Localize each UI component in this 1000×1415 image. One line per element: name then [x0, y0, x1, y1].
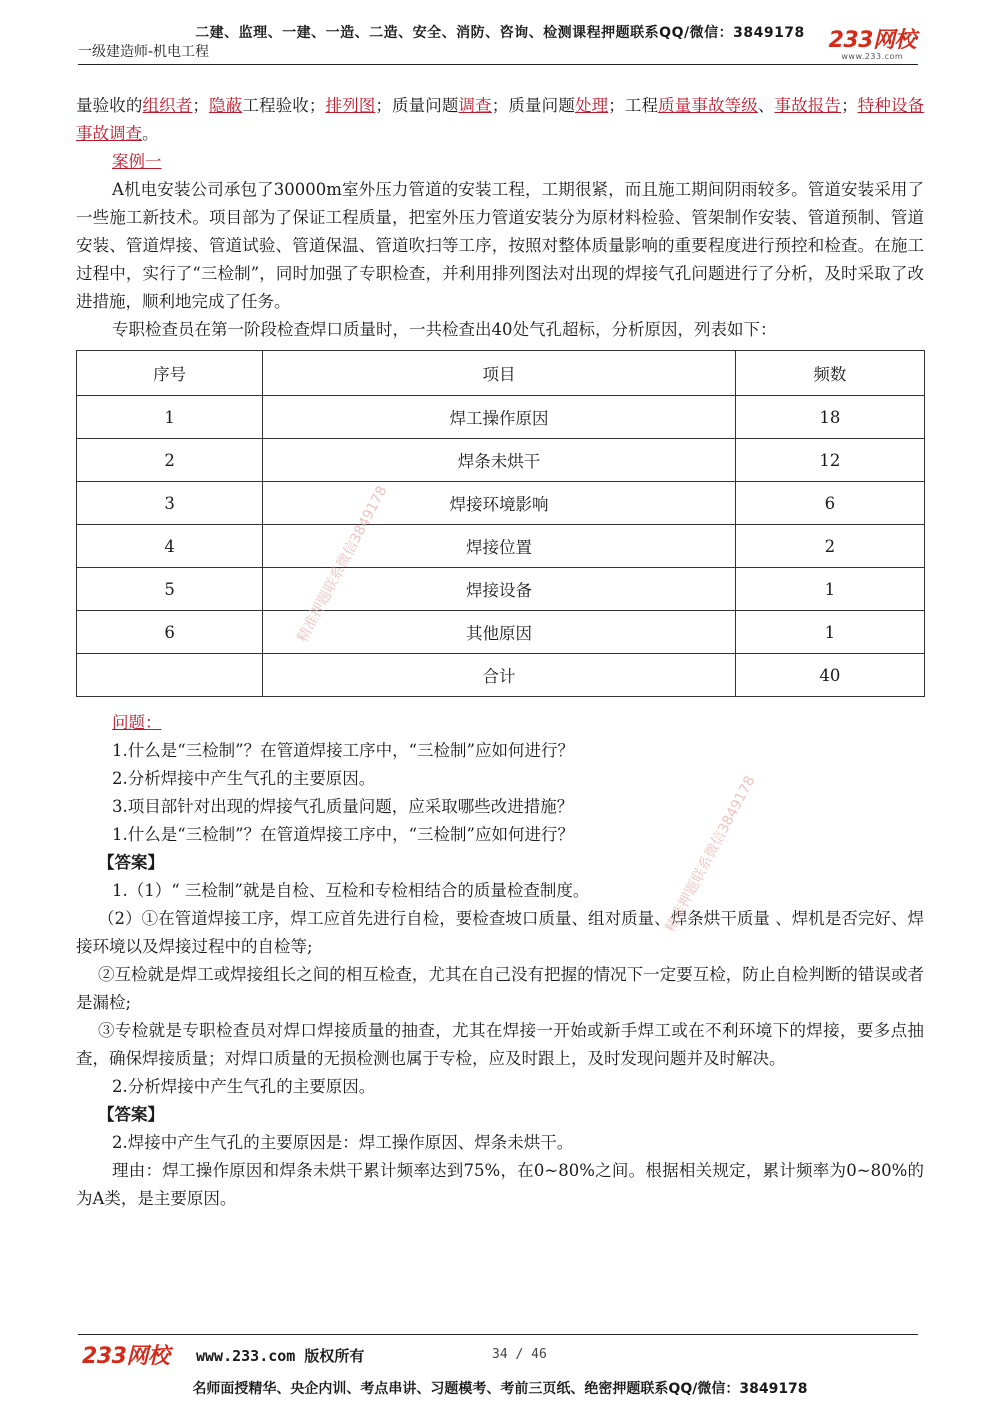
- table-cell: 40: [735, 654, 924, 697]
- case-lead: 专职检查员在第一阶段检查焊口质量时，一共检查出40处气孔超标，分析原因，列表如下：: [112, 320, 777, 339]
- intro-text: 。: [142, 124, 159, 143]
- table-cell: 焊条未烘干: [263, 439, 736, 482]
- table-row: [77, 396, 925, 439]
- keyword-link: 处理: [574, 96, 609, 115]
- footer-logo: 233网校: [82, 1344, 170, 1369]
- header-divider: [78, 64, 918, 65]
- table-cell: 1: [735, 611, 924, 654]
- table-row: [77, 525, 925, 568]
- answer-2-part-1: 2.焊接中产生气孔的主要原因是：焊工操作原因、焊条未烘干。: [112, 1133, 574, 1152]
- intro-text: 工程验收；: [242, 96, 326, 115]
- logo-url: www.233.com: [841, 52, 904, 61]
- case-title: [112, 148, 924, 176]
- keyword-link: 排列图: [325, 96, 376, 115]
- keyword-link: 事故报告: [774, 96, 842, 115]
- table-header-cell: 序号: [77, 351, 263, 396]
- table-cell: 1: [735, 568, 924, 611]
- keyword-link: 组织者: [142, 96, 193, 115]
- intro-text: 、: [757, 96, 775, 115]
- questions-title: [112, 709, 924, 737]
- table-cell: 2: [735, 525, 924, 568]
- table-header-cell: 项目: [263, 351, 736, 396]
- table-cell: 合计: [263, 654, 736, 697]
- footer-divider: [78, 1334, 918, 1335]
- questions-title-text: 问题：: [112, 713, 162, 732]
- table-cell: 2: [77, 439, 263, 482]
- table-cell: 4: [77, 525, 263, 568]
- table-cell: 其他原因: [263, 611, 736, 654]
- table-cell: 焊接设备: [263, 568, 736, 611]
- question-2: 2.分析焊接中产生气孔的主要原因。: [112, 769, 376, 788]
- case-title-text: 案例一: [112, 152, 162, 171]
- table-cell: 6: [77, 611, 263, 654]
- keyword-link: 调查: [458, 96, 492, 115]
- page-number: 34 / 46: [492, 1347, 547, 1362]
- answer-1-part-4: ③专检就是专职检查员对焊口焊接质量的抽查，尤其在焊接一开始或新手焊工或在不利环境下的焊接，要多点抽查，确保焊接质量；对焊口质量的无损检测也属于专检，应及时跟上，及时发现问题并及时解决。: [76, 1021, 924, 1068]
- page-content: [76, 92, 924, 1213]
- footer-promo: 名师面授精华、央企内训、考点串讲、习题模考、考前三页纸、绝密押题联系QQ/微信：3849178: [192, 1381, 808, 1397]
- table-cell: 18: [735, 396, 924, 439]
- footer-site: www.233.com 版权所有: [196, 1347, 365, 1365]
- intro-text: ；: [841, 96, 858, 115]
- keyword-link: 隐蔽: [208, 96, 243, 115]
- header-subtitle: 一级建造师-机电工程: [78, 44, 210, 60]
- table-total-row: [77, 654, 925, 697]
- intro-text: ；质量问题: [491, 96, 575, 115]
- answer-label: 【答案】: [98, 1105, 164, 1124]
- table-cell: 焊接环境影响: [263, 482, 736, 525]
- table-cell: 焊接位置: [263, 525, 736, 568]
- table-header-row: [77, 351, 925, 396]
- table-row: [77, 439, 925, 482]
- intro-text: ；: [192, 96, 209, 115]
- case-body: A机电安装公司承包了30000m室外压力管道的安装工程，工期很紧，而且施工期间阴雨较多。管道安装采用了一些施工新技术。项目部为了保证工程质量，把室外压力管道安装分为原材料检验、管架制作安装、管道预制、管道安装、管道焊接、管道试验、管道保温、管道吹扫等工序，按照对整体质量影响的重要程度进行预控和检查。在施工过程中，实行了“三检制”，同时加强了专职检查，并利用排列图法对出现的焊接气孔问题进行了分析，及时采取了改进措施，顺利地完成了任务。: [76, 180, 924, 311]
- table-cell: 5: [77, 568, 263, 611]
- question-1: 1.什么是“三检制”？在管道焊接工序中，“三检制”应如何进行？: [112, 741, 574, 760]
- answer-label: 【答案】: [98, 853, 164, 872]
- table-cell: 12: [735, 439, 924, 482]
- table-row: [77, 568, 925, 611]
- table-cell: 3: [77, 482, 263, 525]
- keyword-link: 质量事故等级: [658, 96, 758, 115]
- intro-text: 量验收的: [76, 96, 143, 115]
- question-3: 3.项目部针对出现的焊接气孔质量问题，应采取哪些改进措施？: [112, 797, 574, 816]
- question-1-repeat: 1.什么是“三检制”？在管道焊接工序中，“三检制”应如何进行？: [112, 825, 574, 844]
- table-cell: 6: [735, 482, 924, 525]
- answer-1-part-2: （2）①在管道焊接工序，焊工应首先进行自检，要检查坡口质量、组对质量、焊条烘干质量 、焊机是否完好、焊接环境以及焊接过程中的自检等;: [76, 909, 924, 956]
- table-header-cell: 频数: [735, 351, 924, 396]
- intro-paragraph: [76, 92, 924, 148]
- answer-1-part-3: ②互检就是焊工或焊接组长之间的相互检查，尤其在自己没有把握的情况下一定要互检，防止自检判断的错误或者是漏检;: [76, 965, 924, 1012]
- question-2-repeat: 2.分析焊接中产生气孔的主要原因。: [112, 1077, 376, 1096]
- header-promo: 二建、监理、一建、一造、二造、安全、消防、咨询、检测课程押题联系QQ/微信：3849178: [195, 25, 805, 41]
- answer-2-part-2: 理由：焊工操作原因和焊条未烘干累计频率达到75%，在0~80%之间。根据相关规定，累计频率为0~80%的为A类，是主要原因。: [76, 1161, 924, 1208]
- header-logo: [829, 30, 916, 61]
- defect-frequency-table: [76, 350, 925, 697]
- intro-text: ；质量问题: [375, 96, 459, 115]
- watermark: 精准押题联系微信3849178: [294, 483, 391, 645]
- table-cell: 1: [77, 396, 263, 439]
- intro-text: ；工程: [608, 96, 659, 115]
- answer-1-part-1: 1.（1）“ 三检制”就是自检、互检和专检相结合的质量检查制度。: [112, 881, 590, 900]
- table-cell: 焊工操作原因: [263, 396, 736, 439]
- table-row: [77, 482, 925, 525]
- table-cell: [77, 654, 263, 697]
- watermark: 精准押题联系微信3849178: [662, 773, 759, 935]
- logo-text: 233网校: [828, 28, 916, 53]
- table-row: [77, 611, 925, 654]
- keyword-link: 特种设备事故调查: [76, 96, 925, 143]
